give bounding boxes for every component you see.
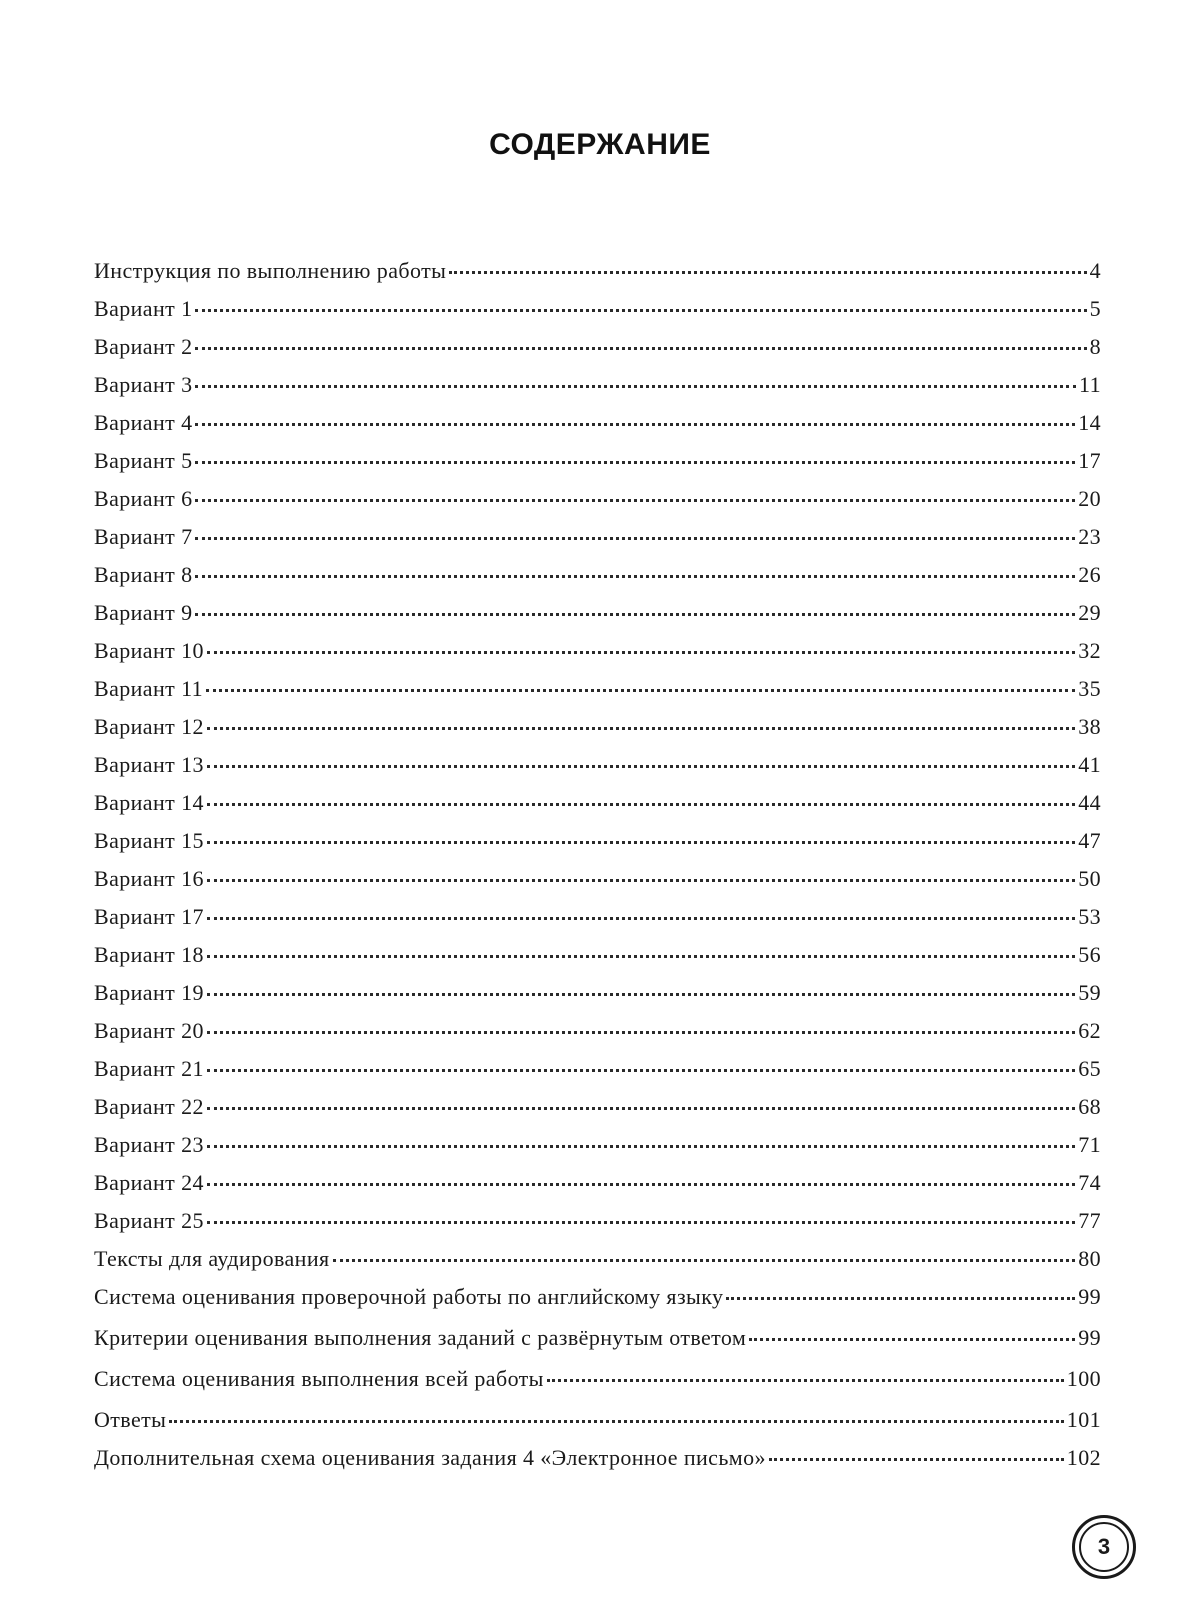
dot-leader — [195, 537, 1075, 540]
page-number-badge — [1072, 1515, 1136, 1579]
toc-entry[interactable] — [94, 1018, 1101, 1056]
toc-entry-page: 23 — [1078, 524, 1101, 549]
toc-entry-label: Тексты для аудирования — [94, 1246, 330, 1271]
toc-entry-label: Вариант 15 — [94, 828, 204, 853]
toc-entry-page: 14 — [1078, 410, 1101, 435]
toc-entry-label: Система оценивания проверочной работы по английскому языку — [94, 1284, 724, 1309]
toc-entry-page: 68 — [1078, 1094, 1101, 1119]
toc-entry-page: 8 — [1089, 334, 1101, 359]
page-number: 3 — [1079, 1522, 1129, 1572]
toc-entry-label: Вариант 17 — [94, 904, 204, 929]
toc-entry[interactable] — [94, 334, 1101, 372]
toc-entry-page: 50 — [1078, 866, 1101, 891]
toc-entry-label: Вариант 9 — [94, 600, 193, 625]
toc-entry[interactable] — [94, 676, 1101, 714]
toc-entry-page: 65 — [1078, 1056, 1101, 1081]
toc-entry[interactable] — [94, 562, 1101, 600]
toc-entry[interactable] — [94, 258, 1101, 296]
dot-leader — [195, 613, 1075, 616]
toc-entry[interactable] — [94, 1132, 1101, 1170]
toc-entry[interactable] — [94, 752, 1101, 790]
toc-entry-label: Вариант 21 — [94, 1056, 204, 1081]
toc-entry[interactable] — [94, 1284, 1101, 1325]
dot-leader — [333, 1259, 1076, 1262]
dot-leader — [195, 309, 1086, 312]
dot-leader — [195, 461, 1075, 464]
toc-entry[interactable] — [94, 1246, 1101, 1284]
dot-leader — [207, 955, 1075, 958]
toc-entry-label: Вариант 11 — [94, 676, 204, 701]
toc-entry[interactable] — [94, 372, 1101, 410]
dot-leader — [207, 651, 1075, 654]
toc-entry-page: 99 — [1078, 1284, 1101, 1309]
toc-entry-label: Вариант 18 — [94, 942, 204, 967]
toc-entry-label: Вариант 2 — [94, 334, 193, 359]
page-title: СОДЕРЖАНИЕ — [489, 128, 711, 161]
toc-entry-page: 102 — [1066, 1445, 1101, 1470]
toc-entry-label: Вариант 6 — [94, 486, 193, 511]
dot-leader — [207, 917, 1075, 920]
toc-entry[interactable] — [94, 714, 1101, 752]
toc-entry-page: 4 — [1089, 258, 1101, 283]
dot-leader — [207, 1183, 1075, 1186]
dot-leader — [207, 993, 1075, 996]
toc-entry-page: 62 — [1078, 1018, 1101, 1043]
toc-entry[interactable] — [94, 828, 1101, 866]
toc-entry[interactable] — [94, 1366, 1101, 1407]
toc-entry-label: Ответы — [94, 1407, 167, 1432]
toc-entry[interactable] — [94, 980, 1101, 1018]
table-of-contents — [94, 258, 1101, 1483]
dot-leader — [195, 499, 1075, 502]
toc-entry-page: 35 — [1078, 676, 1101, 701]
dot-leader — [207, 1069, 1075, 1072]
toc-entry-label: Вариант 13 — [94, 752, 204, 777]
dot-leader — [195, 423, 1075, 426]
dot-leader — [769, 1458, 1064, 1461]
toc-entry-label: Вариант 16 — [94, 866, 204, 891]
toc-entry-page: 44 — [1078, 790, 1101, 815]
dot-leader — [206, 689, 1075, 692]
toc-entry-page: 59 — [1078, 980, 1101, 1005]
toc-entry-label: Вариант 19 — [94, 980, 204, 1005]
toc-entry-page: 38 — [1078, 714, 1101, 739]
toc-entry[interactable] — [94, 1325, 1101, 1366]
toc-entry-page: 29 — [1078, 600, 1101, 625]
dot-leader — [207, 841, 1075, 844]
toc-entry[interactable] — [94, 1094, 1101, 1132]
toc-entry-page: 20 — [1078, 486, 1101, 511]
toc-entry-label: Дополнительная схема оценивания задания 4 «Электронное письмо» — [94, 1445, 766, 1470]
toc-entry-page: 26 — [1078, 562, 1101, 587]
toc-entry-page: 53 — [1078, 904, 1101, 929]
dot-leader — [207, 765, 1075, 768]
toc-entry[interactable] — [94, 1208, 1101, 1246]
dot-leader — [749, 1338, 1075, 1341]
toc-entry-label: Вариант 24 — [94, 1170, 204, 1195]
toc-entry-page: 41 — [1078, 752, 1101, 777]
toc-entry[interactable] — [94, 790, 1101, 828]
toc-entry-page: 47 — [1078, 828, 1101, 853]
toc-entry-label: Вариант 22 — [94, 1094, 204, 1119]
toc-entry[interactable] — [94, 1445, 1101, 1483]
dot-leader — [195, 575, 1075, 578]
dot-leader — [207, 803, 1075, 806]
dot-leader — [449, 271, 1086, 274]
toc-entry-page: 80 — [1078, 1246, 1101, 1271]
toc-entry-page: 99 — [1078, 1325, 1101, 1350]
toc-entry-label: Критерии оценивания выполнения заданий с развёрнутым ответом — [94, 1325, 747, 1350]
toc-entry[interactable] — [94, 600, 1101, 638]
toc-entry-label: Вариант 20 — [94, 1018, 204, 1043]
dot-leader — [207, 727, 1075, 730]
toc-entry-label: Вариант 1 — [94, 296, 193, 321]
toc-entry-page: 5 — [1089, 296, 1101, 321]
toc-entry-page: 56 — [1078, 942, 1101, 967]
toc-entry-label: Вариант 4 — [94, 410, 193, 435]
toc-entry-label: Вариант 25 — [94, 1208, 204, 1233]
dot-leader — [169, 1420, 1063, 1423]
dot-leader — [207, 1145, 1075, 1148]
toc-entry[interactable] — [94, 448, 1101, 486]
toc-entry[interactable] — [94, 524, 1101, 562]
toc-entry[interactable] — [94, 638, 1101, 676]
toc-entry-page: 74 — [1078, 1170, 1101, 1195]
dot-leader — [207, 1107, 1075, 1110]
toc-entry[interactable] — [94, 410, 1101, 448]
toc-entry[interactable] — [94, 296, 1101, 334]
toc-entry-page: 32 — [1078, 638, 1101, 663]
dot-leader — [207, 1031, 1075, 1034]
dot-leader — [207, 1221, 1075, 1224]
toc-entry-page: 101 — [1066, 1407, 1101, 1432]
toc-entry[interactable] — [94, 1056, 1101, 1094]
toc-entry-label: Вариант 23 — [94, 1132, 204, 1157]
dot-leader — [207, 879, 1075, 882]
toc-entry[interactable] — [94, 904, 1101, 942]
toc-entry-label: Инструкция по выполнению работы — [94, 258, 447, 283]
toc-entry[interactable] — [94, 866, 1101, 904]
toc-entry-label: Вариант 14 — [94, 790, 204, 815]
dot-leader — [195, 385, 1076, 388]
toc-entry[interactable] — [94, 1407, 1101, 1445]
dot-leader — [195, 347, 1086, 350]
toc-entry-label: Вариант 7 — [94, 524, 193, 549]
toc-entry-label: Система оценивания выполнения всей работы — [94, 1366, 544, 1391]
toc-entry-label: Вариант 8 — [94, 562, 193, 587]
toc-entry-label: Вариант 3 — [94, 372, 193, 397]
toc-entry-page: 100 — [1066, 1366, 1101, 1391]
toc-entry-page: 11 — [1079, 372, 1101, 397]
toc-entry[interactable] — [94, 486, 1101, 524]
toc-entry[interactable] — [94, 1170, 1101, 1208]
toc-entry-label: Вариант 10 — [94, 638, 204, 663]
toc-entry-page: 71 — [1078, 1132, 1101, 1157]
toc-entry[interactable] — [94, 942, 1101, 980]
toc-entry-label: Вариант 5 — [94, 448, 193, 473]
toc-entry-label: Вариант 12 — [94, 714, 204, 739]
toc-entry-page: 17 — [1078, 448, 1101, 473]
toc-entry-page: 77 — [1078, 1208, 1101, 1233]
dot-leader — [547, 1379, 1064, 1382]
dot-leader — [726, 1297, 1075, 1300]
